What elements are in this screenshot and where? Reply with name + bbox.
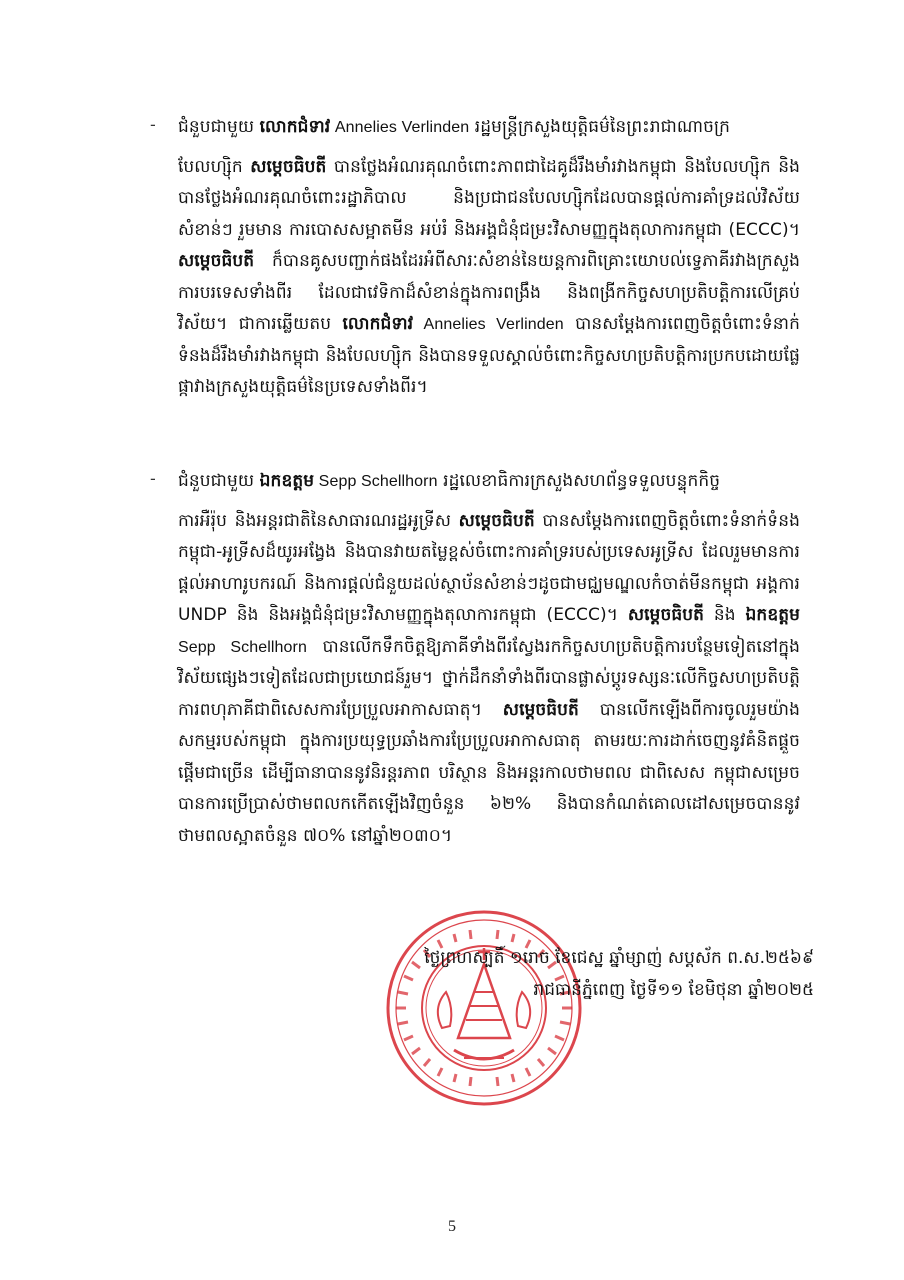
honorific-title: ឯកឧត្តម	[745, 605, 800, 625]
honorific-title: សម្តេចធិបតី	[250, 156, 327, 177]
text-segment: បានលើកឡើងពីការចូលរួមយ៉ាងសកម្មរបស់កម្ពុជា ក្នុងការប្រយុទ្ធប្រឆាំងការប្រែប្រួលអាកាសធាតុ តាមរយៈការដាក់ចេញនូវគំនិតផ្តួចផ្តើមជាច្រើន ដើម្បីធានាបាននូវនិរន្តរភាព បរិស្ថាន និងអន្តរកាលថាមពល ជាពិសេស កម្ពុជាសម្រេចបានការប្រើប្រាស់ថាមពលកកើតឡើងវិញចំនួន ៦២% និងបានកំណត់គោលដៅសម្រេចបាននូវថាមពលស្អាតចំនួន ៧០% នៅឆ្នាំ២០៣០។	[178, 699, 800, 846]
person-name: Annelies Verlinden	[330, 119, 470, 136]
paragraph-belgium	[178, 112, 800, 404]
paragraph-first-line	[178, 112, 800, 144]
text-segment: និង	[704, 605, 746, 625]
text-segment: ជំនួបជាមួយ	[178, 471, 260, 491]
bullet-dash: -	[150, 469, 156, 488]
place-date-line: រាជធានីភ្នំពេញ ថ្ងៃទី១១ ខែមិថុនា ឆ្នាំ២០២៥	[533, 980, 814, 1000]
text-segment: ជំនួបជាមួយ	[178, 117, 260, 137]
person-name: Sepp Schellhorn	[178, 638, 307, 656]
text-segment: រដ្ឋមន្ត្រីក្រសួងយុត្តិធម៌នៃព្រះរាជាណាចក្រ	[469, 117, 731, 137]
honorific-title: ឯកឧត្តម	[259, 471, 315, 491]
text-segment: បែលហ្ស៊ិក	[178, 156, 251, 177]
text-segment: ក៏បានគូសបញ្ជាក់ផងដែរអំពីសារៈសំខាន់នៃយន្តការពិគ្រោះយោបល់ទ្វេភាគីរវាងក្រសួងការបរទេសទាំងពីរ ដែលជាវេទិកាដ៏សំខាន់ក្នុងការពង្រឹង និងពង្រីកកិច្ចសហប្រតិបត្តិការលើគ្រប់វិស័យ។ ជាការឆ្លើយតប	[178, 251, 800, 334]
honorific-title: សម្តេចធិបតី	[458, 510, 535, 531]
text-segment: ការអឺរ៉ុប និងអន្តរជាតិនៃសាធារណរដ្ឋអូទ្រីស	[178, 510, 459, 531]
paragraph-first-line	[178, 466, 800, 498]
person-name: Annelies Verlinden	[413, 316, 564, 333]
text-segment: បានលើកទឹកចិត្តឱ្យភាគីទាំងពីរស្វែងរកកិច្ចសហប្រតិបត្តិការបន្ថែមទៀតនៅក្នុងវិស័យផ្សេងៗទៀតដែលជាប្រយោជន៍រួម។ ថ្នាក់ដឹកនាំទាំងពីរបានផ្លាស់ប្តូរទស្សនៈលើកិច្ចសហប្រតិបត្តិការពហុភាគីជាពិសេសការប្រែប្រួលអាកាសធាតុ។	[178, 636, 800, 720]
text-segment: បានសម្តែងការពេញចិត្តចំពោះទំនាក់ទំនងកម្ពុជា-អូទ្រីសដ៏យូរអង្វែង និងបានវាយតម្លៃខ្ពស់ចំពោះការគាំទ្ររបស់ប្រទេសអូទ្រីស ដែលរួមមានការផ្តល់អាហារូបករណ៍ និងការផ្តល់ជំនួយដល់ស្ថាប័នសំខាន់ៗដូចជាមជ្ឈមណ្ឌលកំចាត់មីនកម្ពុជា អង្គការ UNDP និង និងអង្គជំនុំជម្រះវិសាមញ្ញក្នុងតុលាការកម្ពុជា (ECCC)។	[178, 510, 800, 625]
honorific-title: លោកជំទាវ	[342, 314, 414, 334]
page-number: 5	[448, 1218, 456, 1235]
paragraph-body	[178, 511, 800, 846]
honorific-title: សម្តេចធិបតី	[502, 699, 579, 720]
lunar-date-line: ថ្ងៃព្រហស្បតិ៍ ១រោច ខែជេស្ឋ ឆ្នាំម្សាញ់ សប្តស័ក ព.ស.២៥៦៩	[424, 948, 814, 968]
honorific-title: លោកជំទាវ	[259, 117, 331, 137]
text-segment: បានសម្តែងការពេញចិត្តចំពោះទំនាក់ទំនងដ៏រឹងមាំរវាងកម្ពុជា និងបែលហ្ស៊ិក និងបានទទួលស្គាល់ចំពោះកិច្ចសហប្រតិបត្តិការប្រកបដោយផ្លែផ្កាវាងក្រសួងយុត្តិធម៌នៃប្រទេសទាំងពីរ។	[178, 314, 800, 397]
paragraph-austria	[178, 466, 800, 852]
paragraph-body	[178, 157, 800, 398]
text-segment: បានថ្លែងអំណរគុណចំពោះភាពជាដៃគូដ៏រឹងមាំរវាងកម្ពុជា និងបែលហ្ស៊ិក និងបានថ្លែងអំណរគុណចំពោះរដ្ឋាភិបាល និងប្រជាជនបែលហ្ស៊ិកដែលបានផ្តល់ការគាំទ្រដល់វិស័យសំខាន់ៗ រួមមាន ការបោសសម្អាតមីន អប់រំ និងអង្គជំនុំជម្រះវិសាមញ្ញក្នុងតុលាការកម្ពុជា (ECCC)។	[178, 156, 800, 240]
honorific-title: សម្តេចធិបតី	[178, 251, 255, 271]
signature-date-block	[374, 942, 814, 1006]
official-seal-stamp	[384, 908, 584, 1108]
text-segment: រដ្ឋលេខាធិការក្រសួងសហព័ន្ធទទួលបន្ទុកកិច្ច	[437, 471, 721, 491]
bullet-item-belgium-meeting	[150, 112, 800, 404]
bullet-dash: -	[150, 115, 156, 134]
honorific-title: សម្តេចធិបតី	[627, 605, 705, 625]
person-name: Sepp Schellhorn	[314, 473, 438, 490]
bullet-item-austria-meeting	[150, 466, 800, 852]
